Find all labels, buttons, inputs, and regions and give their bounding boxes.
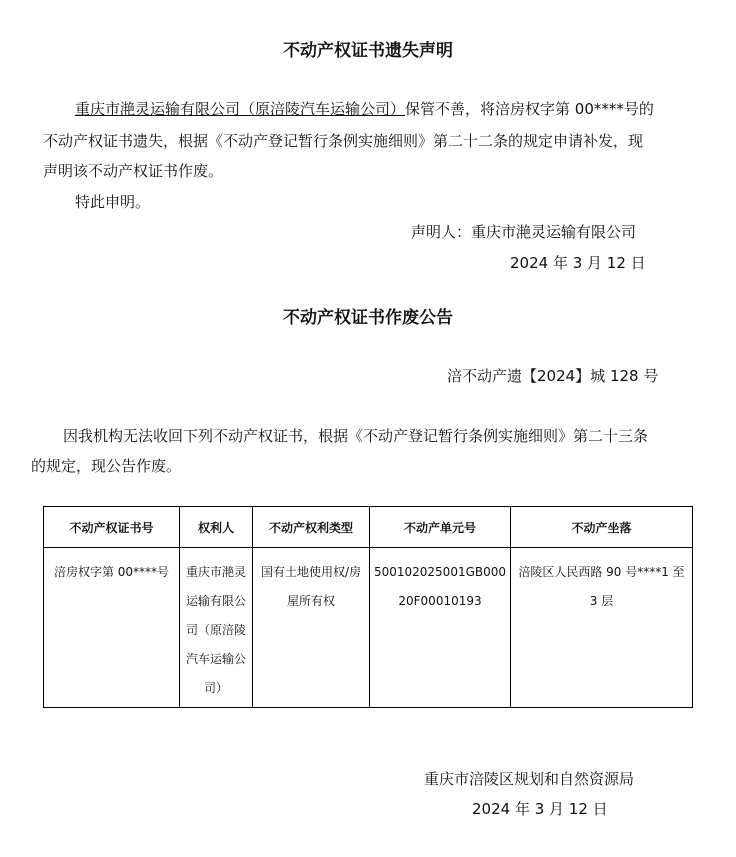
- void-paragraph-line2: 的规定，现公告作废。: [31, 457, 182, 475]
- cell-right-holder: 重庆市滟灵运输有限公司（原涪陵汽车运输公司）: [180, 548, 253, 708]
- certificate-table: [43, 506, 693, 708]
- header-location: 不动产坐落: [511, 507, 693, 548]
- loss-paragraph-line2: 不动产权证书遗失，根据《不动产登记暂行条例实施细则》第二十二条的规定申请补发，现: [43, 132, 644, 150]
- cell-certificate-no: 涪房权字第 00****号: [44, 548, 180, 708]
- document-number: 涪不动产遗【2024】城 128 号: [447, 367, 659, 385]
- table-header-row: [44, 507, 693, 548]
- header-right-type: 不动产权利类型: [253, 507, 370, 548]
- special-statement: 特此申明。: [75, 193, 151, 211]
- cell-location: 涪陵区人民西路 90 号****1 至 3 层: [511, 548, 693, 708]
- loss-paragraph-line3: 声明该不动产权证书作废。: [43, 162, 224, 180]
- declarant: 声明人：重庆市滟灵运输有限公司: [411, 223, 637, 241]
- line1-rest: 保管不善，将涪房权字第 00****号的: [405, 100, 654, 118]
- cell-right-type: 国有土地使用权/房屋所有权: [253, 548, 370, 708]
- void-notice-title: 不动产权证书作废公告: [283, 308, 453, 328]
- issuer: 重庆市涪陵区规划和自然资源局: [424, 770, 635, 788]
- footer-date: 2024 年 3 月 12 日: [472, 800, 608, 818]
- loss-date: 2024 年 3 月 12 日: [510, 254, 646, 272]
- owner-name: 重庆市滟灵运输有限公司（原涪陵汽车运输公司）: [75, 100, 406, 118]
- header-certificate-no: 不动产权证书号: [44, 507, 180, 548]
- loss-notice-title: 不动产权证书遗失声明: [283, 41, 453, 61]
- header-unit-no: 不动产单元号: [370, 507, 511, 548]
- table-row: [44, 548, 693, 708]
- loss-paragraph-line1: [75, 98, 654, 119]
- cell-unit-no: 500102025001GB00020F00010193: [370, 548, 511, 708]
- header-right-holder: 权利人: [180, 507, 253, 548]
- void-paragraph-line1: 因我机构无法收回下列不动产权证书，根据《不动产登记暂行条例实施细则》第二十三条: [63, 427, 649, 445]
